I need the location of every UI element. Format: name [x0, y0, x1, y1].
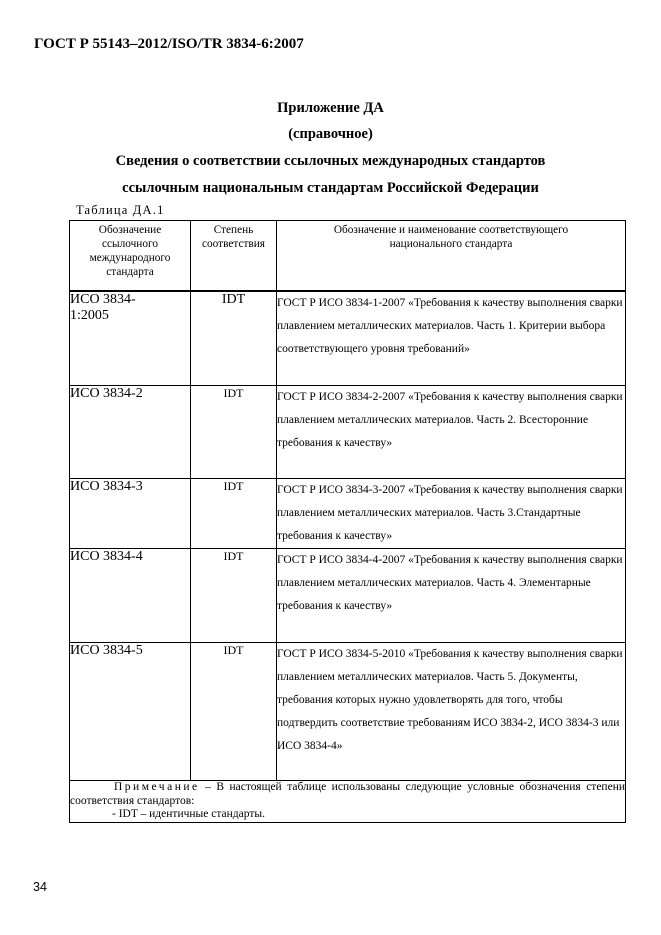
national-standard-cell: ГОСТ Р ИСО 3834-2-2007 «Требования к качеству выполнения сварки плавлением металлических материалов. Часть 2. Всесторонние требования к качеству»: [277, 386, 626, 479]
appendix-subtitle: (справочное): [288, 126, 373, 142]
national-standard-cell: ГОСТ Р ИСО 3834-5-2010 «Требования к качеству выполнения сварки плавлением металлических материалов. Часть 5. Документы, требования которых нужно удовлетворять для того, чтобы подтвердить соответствие требованиям ИСО 3834-2, ИСО 3834-3 или ИСО 3834-4»: [277, 643, 626, 781]
degree-cell: IDT: [191, 549, 277, 643]
degree-cell: IDT: [191, 643, 277, 781]
table-note: [70, 781, 626, 823]
intl-standard-cell: ИСО 3834-3: [70, 479, 191, 549]
note-row: [70, 781, 626, 823]
degree-cell: IDT: [191, 479, 277, 549]
table-row: [70, 386, 626, 479]
column-header-degree: Степень соответствия: [191, 221, 277, 291]
intl-standard-cell: ИСО 3834-5: [70, 643, 191, 781]
table-row: [70, 549, 626, 643]
table-header-row: [70, 221, 626, 291]
degree-cell: IDT: [191, 291, 277, 386]
column-header-intl: Обозначение ссылочного международного стандарта: [70, 221, 191, 291]
document-header: ГОСТ Р 55143–2012/ISO/TR 3834-6:2007: [34, 36, 304, 52]
column-header-national: Обозначение и наименование соответствующего национального стандарта: [277, 221, 626, 291]
note-text: [70, 781, 625, 808]
table-row: [70, 643, 626, 781]
table-label: Таблица ДА.1: [76, 203, 165, 217]
note-body: – В настоящей таблице использованы следующие условные обозначения степени соответствия стандартов:: [70, 781, 625, 807]
table-row: [70, 291, 626, 386]
intl-standard-cell: ИСО 3834-2: [70, 386, 191, 479]
national-standard-cell: ГОСТ Р ИСО 3834-1-2007 «Требования к качеству выполнения сварки плавлением металлических материалов. Часть 1. Критерии выбора соответствующего уровня требований»: [277, 291, 626, 386]
national-standard-cell: ГОСТ Р ИСО 3834-4-2007 «Требования к качеству выполнения сварки плавлением металлических материалов. Часть 4. Элементарные требования к качеству»: [277, 549, 626, 643]
degree-cell: IDT: [191, 386, 277, 479]
appendix-heading-line1: Сведения о соответствии ссылочных международных стандартов: [115, 153, 546, 169]
note-prefix: Примечание: [114, 781, 200, 793]
note-item: - IDT – идентичные стандарты.: [112, 808, 265, 820]
appendix-heading-line2: ссылочным национальным стандартам Российской Федерации: [122, 180, 539, 196]
table-row: [70, 479, 626, 549]
page-number: 34: [33, 880, 47, 894]
intl-standard-cell: ИСО 3834-4: [70, 549, 191, 643]
national-standard-cell: ГОСТ Р ИСО 3834-3-2007 «Требования к качеству выполнения сварки плавлением металлических материалов. Часть 3.Стандартные требования к качеству»: [277, 479, 626, 549]
correspondence-table: [69, 220, 626, 823]
appendix-title: Приложение ДА: [277, 100, 384, 116]
intl-standard-cell: ИСО 3834-1:2005: [70, 291, 191, 386]
